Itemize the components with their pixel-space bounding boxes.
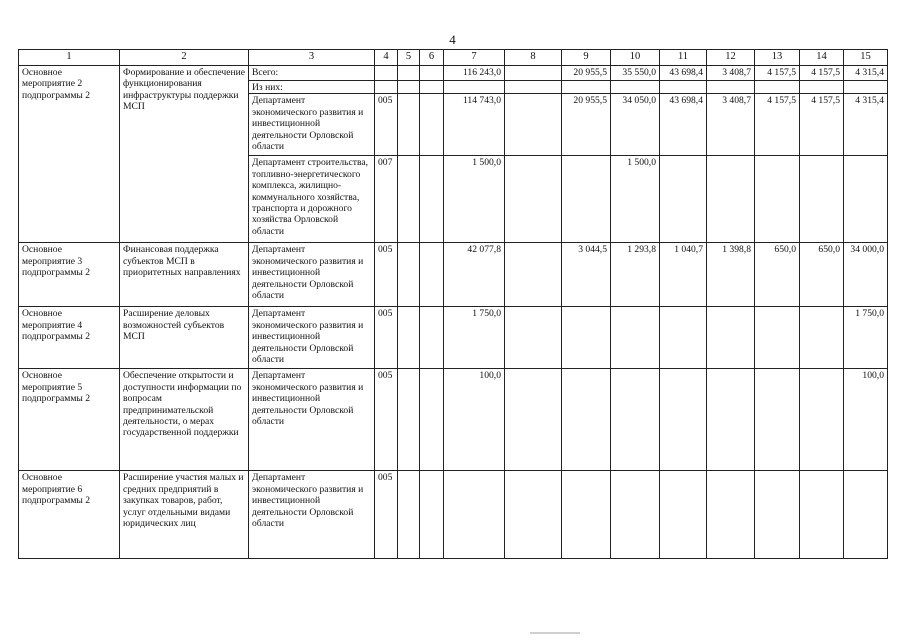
cell: [375, 81, 398, 94]
amount-cell: 114 743,0: [444, 94, 505, 156]
amount-cell: [562, 471, 611, 559]
amount-cell: [755, 369, 800, 471]
cell: [420, 156, 444, 243]
table-row-measure-3: [19, 243, 888, 307]
amount-cell: [707, 307, 755, 369]
amount-cell: 43 698,4: [660, 66, 707, 81]
cell: [398, 471, 420, 559]
cell: [562, 81, 611, 94]
amount-cell: 3 408,7: [707, 66, 755, 81]
amount-cell: 4 157,5: [755, 66, 800, 81]
table-row-measure-2-total: [19, 66, 888, 81]
cell: [398, 369, 420, 471]
amount-cell: 4 315,4: [844, 66, 888, 81]
column-header: 9: [562, 50, 611, 66]
cell: [420, 369, 444, 471]
column-header: 12: [707, 50, 755, 66]
column-header: 6: [420, 50, 444, 66]
column-header: 8: [505, 50, 562, 66]
amount-cell: 650,0: [755, 243, 800, 307]
measure-name: Основное мероприятие 3 подпрограммы 2: [19, 243, 120, 307]
amount-cell: 35 550,0: [611, 66, 660, 81]
column-header: 5: [398, 50, 420, 66]
measure-name: Основное мероприятие 6 подпрограммы 2: [19, 471, 120, 559]
amount-cell: [844, 156, 888, 243]
cell: [844, 81, 888, 94]
amount-cell: 20 955,5: [562, 66, 611, 81]
page-number: 4: [449, 32, 456, 47]
cell: [398, 243, 420, 307]
amount-cell: [755, 307, 800, 369]
amount-cell: [505, 369, 562, 471]
cell: [800, 81, 844, 94]
column-header: 15: [844, 50, 888, 66]
cell: [420, 81, 444, 94]
amount-cell: [707, 471, 755, 559]
code-cell: 005: [375, 471, 398, 559]
measure-description: Финансовая поддержка субъектов МСП в приоритетных направлениях: [120, 243, 249, 307]
column-header: 1: [19, 50, 120, 66]
cell: [611, 81, 660, 94]
amount-cell: [505, 66, 562, 81]
amount-cell: [562, 369, 611, 471]
scan-artifact: [530, 632, 580, 634]
measure-description: Формирование и обеспечение функционирования инфраструктуры поддержки МСП: [120, 66, 249, 243]
code-cell: [375, 66, 398, 81]
amount-cell: [660, 369, 707, 471]
amount-cell: 3 408,7: [707, 94, 755, 156]
column-header: 2: [120, 50, 249, 66]
amount-cell: [611, 369, 660, 471]
amount-cell: [844, 471, 888, 559]
measure-description: Обеспечение открытости и доступности информации по вопросам предпринимательской деятельности, о мерах государственной поддержки: [120, 369, 249, 471]
measure-description: Расширение деловых возможностей субъектов МСП: [120, 307, 249, 369]
amount-cell: [660, 471, 707, 559]
amount-cell: [707, 156, 755, 243]
column-header: 7: [444, 50, 505, 66]
cell: [398, 156, 420, 243]
executor-cell: Из них:: [249, 81, 375, 94]
amount-cell: [800, 156, 844, 243]
table-header-row: [19, 50, 888, 66]
code-cell: 005: [375, 94, 398, 156]
amount-cell: [800, 307, 844, 369]
amount-cell: [707, 369, 755, 471]
amount-cell: 1 293,8: [611, 243, 660, 307]
cell: [420, 471, 444, 559]
amount-cell: [505, 307, 562, 369]
amount-cell: 20 955,5: [562, 94, 611, 156]
executor-cell: Департамент экономического развития и инвестиционной деятельности Орловской области: [249, 94, 375, 156]
amount-cell: [800, 471, 844, 559]
executor-cell: Департамент экономического развития и инвестиционной деятельности Орловской области: [249, 369, 375, 471]
amount-cell: [660, 156, 707, 243]
column-header: 10: [611, 50, 660, 66]
amount-cell: 4 157,5: [800, 94, 844, 156]
amount-cell: 1 750,0: [844, 307, 888, 369]
cell: [420, 307, 444, 369]
measure-name: Основное мероприятие 2 подпрограммы 2: [19, 66, 120, 243]
amount-cell: [755, 471, 800, 559]
cell: [660, 81, 707, 94]
amount-cell: [505, 156, 562, 243]
table-row-measure-6: [19, 471, 888, 559]
measure-name: Основное мероприятие 5 подпрограммы 2: [19, 369, 120, 471]
amount-cell: 650,0: [800, 243, 844, 307]
code-cell: 005: [375, 243, 398, 307]
amount-cell: [505, 243, 562, 307]
cell: [420, 66, 444, 81]
amount-cell: 1 500,0: [611, 156, 660, 243]
amount-cell: 100,0: [444, 369, 505, 471]
amount-cell: 1 750,0: [444, 307, 505, 369]
column-header: 14: [800, 50, 844, 66]
amount-cell: 4 315,4: [844, 94, 888, 156]
amount-cell: 1 040,7: [660, 243, 707, 307]
amount-cell: 116 243,0: [444, 66, 505, 81]
cell: [420, 243, 444, 307]
code-cell: 005: [375, 369, 398, 471]
cell: [505, 81, 562, 94]
cell: [398, 94, 420, 156]
cell: [398, 66, 420, 81]
table-row-measure-5: [19, 369, 888, 471]
amount-cell: 34 000,0: [844, 243, 888, 307]
cell: [444, 81, 505, 94]
cell: [755, 81, 800, 94]
table-row-measure-4: [19, 307, 888, 369]
amount-cell: 1 500,0: [444, 156, 505, 243]
amount-cell: [505, 471, 562, 559]
code-cell: 007: [375, 156, 398, 243]
column-header: 4: [375, 50, 398, 66]
executor-cell: Всего:: [249, 66, 375, 81]
amount-cell: [562, 156, 611, 243]
amount-cell: 43 698,4: [660, 94, 707, 156]
executor-cell: Департамент экономического развития и инвестиционной деятельности Орловской области: [249, 243, 375, 307]
amount-cell: 100,0: [844, 369, 888, 471]
executor-cell: Департамент экономического развития и инвестиционной деятельности Орловской области: [249, 307, 375, 369]
amount-cell: [611, 307, 660, 369]
amount-cell: 4 157,5: [800, 66, 844, 81]
amount-cell: 34 050,0: [611, 94, 660, 156]
amount-cell: [505, 94, 562, 156]
amount-cell: [611, 471, 660, 559]
cell: [398, 307, 420, 369]
amount-cell: [444, 471, 505, 559]
amount-cell: [755, 156, 800, 243]
amount-cell: 1 398,8: [707, 243, 755, 307]
amount-cell: 4 157,5: [755, 94, 800, 156]
executor-cell: Департамент экономического развития и инвестиционной деятельности Орловской области: [249, 471, 375, 559]
amount-cell: 3 044,5: [562, 243, 611, 307]
column-header: 3: [249, 50, 375, 66]
amount-cell: [800, 369, 844, 471]
column-header: 11: [660, 50, 707, 66]
measure-name: Основное мероприятие 4 подпрограммы 2: [19, 307, 120, 369]
cell: [398, 81, 420, 94]
cell: [707, 81, 755, 94]
measure-description: Расширение участия малых и средних предприятий в закупках товаров, работ, услуг отдельными видами юридических лиц: [120, 471, 249, 559]
amount-cell: [660, 307, 707, 369]
amount-cell: [562, 307, 611, 369]
cell: [420, 94, 444, 156]
budget-table: [18, 49, 888, 559]
executor-cell: Департамент строительства, топливно-энергетического комплекса, жилищно-коммунального хозяйства, транспорта и дорожного хозяйства Орловской области: [249, 156, 375, 243]
code-cell: 005: [375, 307, 398, 369]
amount-cell: 42 077,8: [444, 243, 505, 307]
column-header: 13: [755, 50, 800, 66]
